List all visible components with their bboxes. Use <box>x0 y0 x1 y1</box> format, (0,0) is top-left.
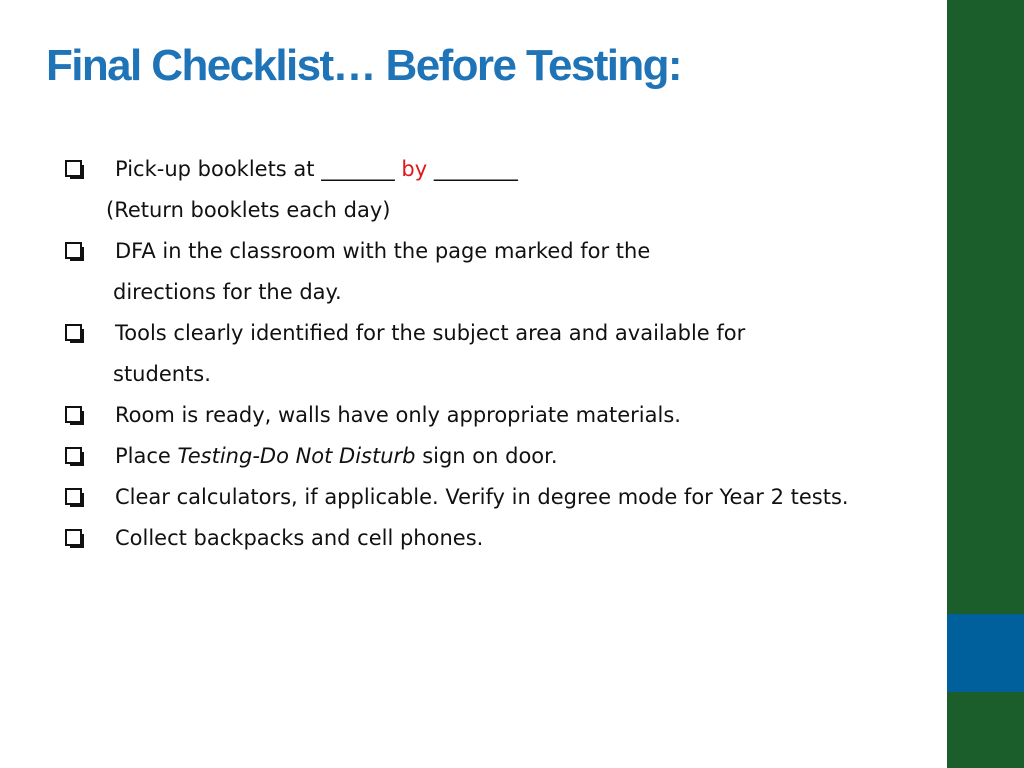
item-text: Tools clearly identified for the subject area and available for <box>115 320 746 345</box>
item-text-part: Place <box>115 443 178 468</box>
slide-title: Final Checklist… Before Testing: <box>46 41 681 90</box>
item-text <box>115 157 518 181</box>
sidebar-blue-accent <box>947 614 1024 692</box>
item-text <box>115 444 558 468</box>
item-text-part: ________ <box>427 156 518 181</box>
checklist <box>62 148 932 558</box>
checklist-line <box>62 230 932 271</box>
checklist-line <box>62 148 932 189</box>
checklist-line <box>62 435 932 476</box>
checklist-line <box>62 476 932 517</box>
checkbox-icon <box>65 488 82 505</box>
checkbox-icon <box>65 160 82 177</box>
checkbox-icon <box>65 406 82 423</box>
checklist-item-sign <box>62 435 932 476</box>
checkbox-icon <box>65 447 82 464</box>
checklist-continuation: directions for the day. <box>113 279 342 304</box>
checklist-line <box>62 312 932 353</box>
item-text: Collect backpacks and cell phones. <box>115 525 484 550</box>
item-text: DFA in the classroom with the page marked for the <box>115 238 651 263</box>
checklist-item-pickup-booklets <box>62 148 932 230</box>
checklist-subline: (Return booklets each day) <box>106 197 391 222</box>
checklist-item-tools <box>62 312 932 394</box>
checkbox-icon <box>65 529 82 546</box>
item-text-red: by <box>401 156 428 181</box>
checkbox-icon <box>65 324 82 341</box>
item-text: Room is ready, walls have only appropriate materials. <box>115 402 681 427</box>
item-text: Clear calculators, if applicable. Verify in degree mode for Year 2 tests. <box>115 484 849 509</box>
checklist-item-calculators <box>62 476 932 517</box>
checklist-line <box>62 394 932 435</box>
checklist-line <box>62 517 932 558</box>
checkbox-icon <box>65 242 82 259</box>
checklist-item-room <box>62 394 932 435</box>
checklist-item-dfa <box>62 230 932 312</box>
checklist-continuation: students. <box>113 361 211 386</box>
item-text-italic: Testing-Do Not Disturb <box>177 443 416 468</box>
item-text-part: Pick-up booklets at _______ <box>115 156 402 181</box>
item-text-part: sign on door. <box>415 443 558 468</box>
checklist-item-backpacks <box>62 517 932 558</box>
